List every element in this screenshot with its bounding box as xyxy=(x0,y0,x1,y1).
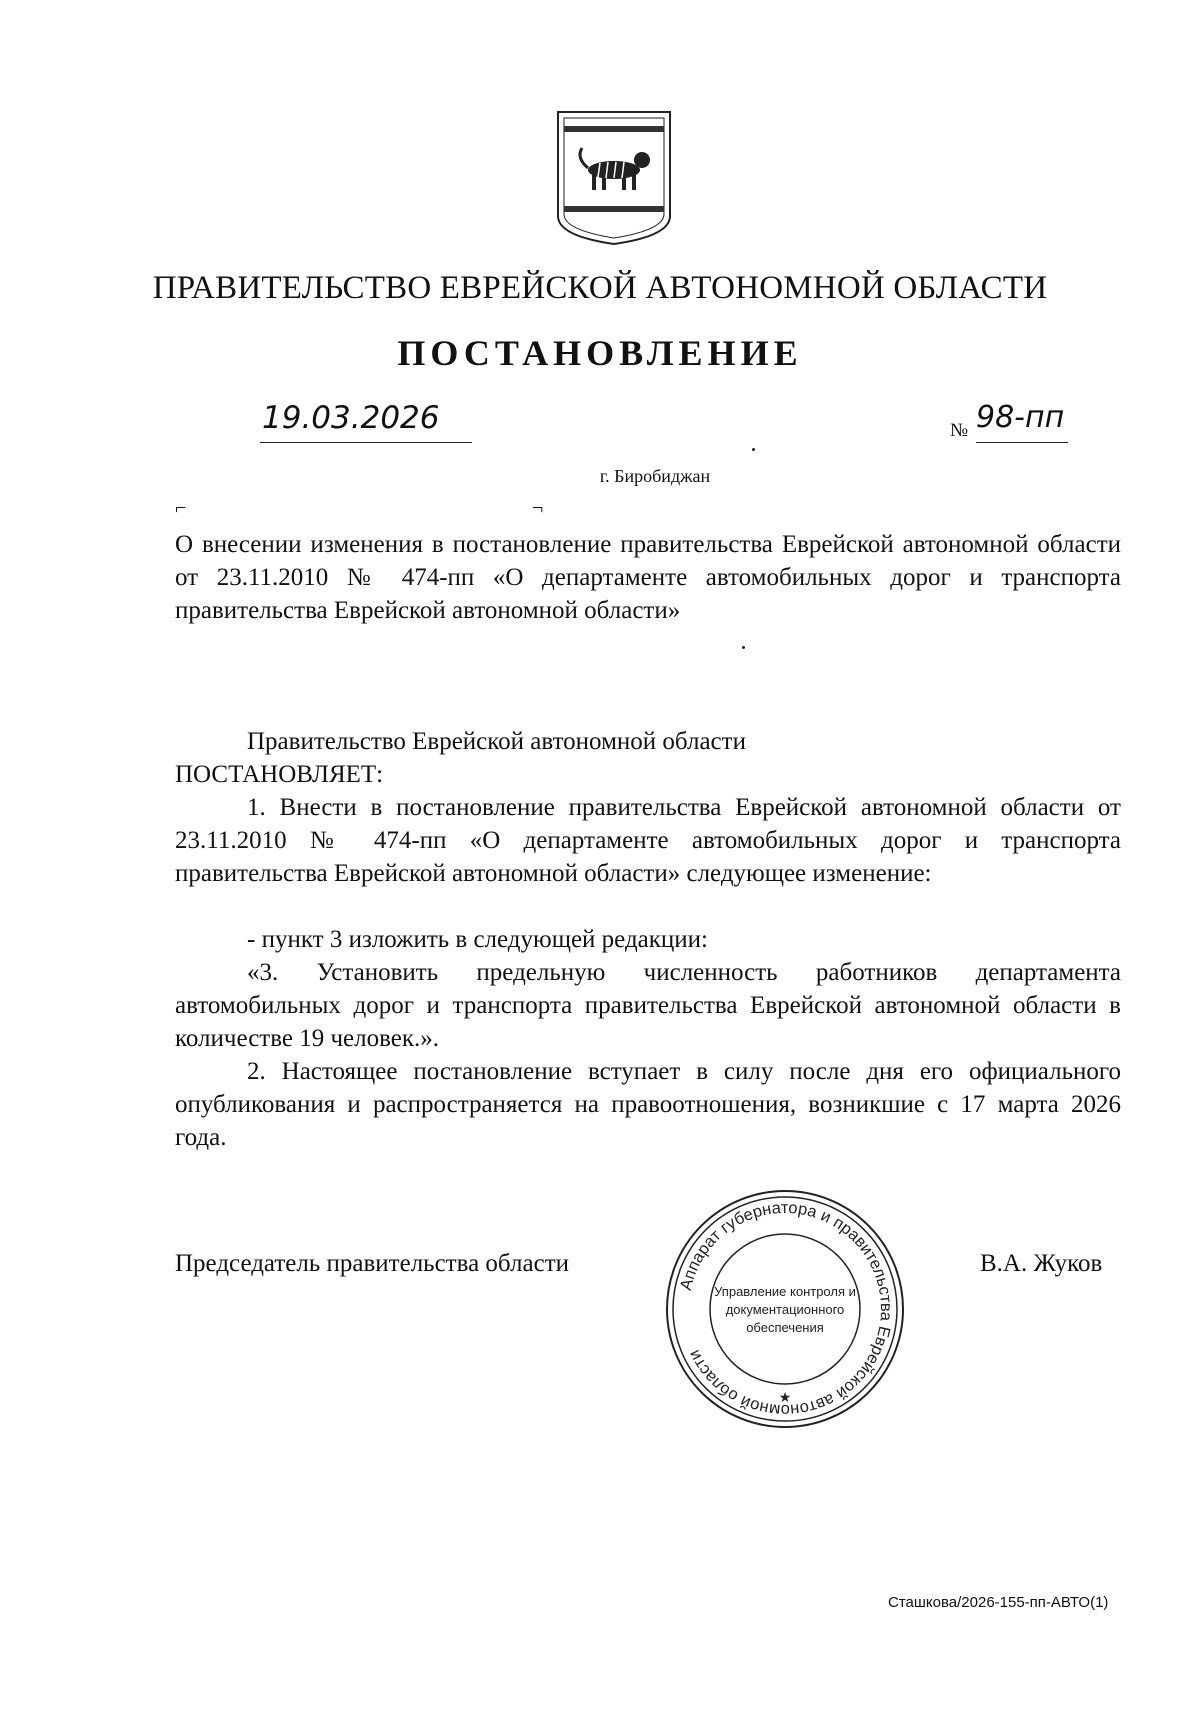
item-2: 2. Настоящее постановление вступает в силу после дня его официального опубликования и распространяется на правоотношения, возникшие с 17 марта 2026 года. xyxy=(175,1058,1121,1151)
date-underline xyxy=(260,442,472,443)
number-underline xyxy=(976,442,1068,443)
item-1: 1. Внести в постановление правительства Еврейской автономной области от 23.11.2010 № 474-пп «О департаменте автомобильных дорог и транспорта правительства Еврейской автономной области» следующее изменение: xyxy=(175,794,1121,887)
document-type: ПОСТАНОВЛЕНИЕ xyxy=(397,333,803,373)
official-stamp xyxy=(660,1184,910,1434)
stray-mark xyxy=(752,448,755,451)
stamp-star-icon: ★ xyxy=(778,1389,792,1405)
item-1-sub: - пункт 3 изложить в следующей редакции: xyxy=(247,926,708,953)
stamp-line-1: Управление контроля и xyxy=(714,1284,856,1299)
document-date: 19.03.2026 xyxy=(262,400,440,436)
stray-mark xyxy=(742,646,745,649)
document-number: 98-пп xyxy=(976,400,1065,435)
document-reference: Сташкова/2026-155-пп-АВТО(1) xyxy=(888,1594,1109,1611)
title-bracket-right: ¬ xyxy=(532,497,544,519)
coat-of-arms-icon xyxy=(554,108,674,248)
document-title: О внесении изменения в постановление правительства Еврейской автономной области от 23.11.2010 № 474-пп «О департаменте автомобильных дорог и транспорта правительства Еврейской автономной области» xyxy=(175,531,1121,624)
city: г. Биробиджан xyxy=(599,466,711,486)
signatory-position: Председатель правительства области xyxy=(175,1250,569,1277)
stamp-line-3: обеспечения xyxy=(746,1320,824,1335)
signatory-name: В.А. Жуков xyxy=(980,1250,1103,1277)
number-prefix: № xyxy=(950,420,969,441)
government-name: ПРАВИТЕЛЬСТВО ЕВРЕЙСКОЙ АВТОНОМНОЙ ОБЛАСТИ xyxy=(152,270,1048,306)
item-1-quote: «3. Установить предельную численность работников департамента автомобильных дорог и транспорта правительства Еврейской автономной области в количестве 19 человек.». xyxy=(175,959,1121,1052)
preamble: Правительство Еврейской автономной области xyxy=(247,728,746,755)
title-bracket-left: ⌐ xyxy=(175,497,187,519)
resolves-heading: ПОСТАНОВЛЯЕТ: xyxy=(175,761,384,788)
stamp-line-2: документационного xyxy=(725,1302,845,1317)
stamp-outer-text: Аппарат губернатора и правительства Еврейской автономной области xyxy=(676,1198,896,1420)
